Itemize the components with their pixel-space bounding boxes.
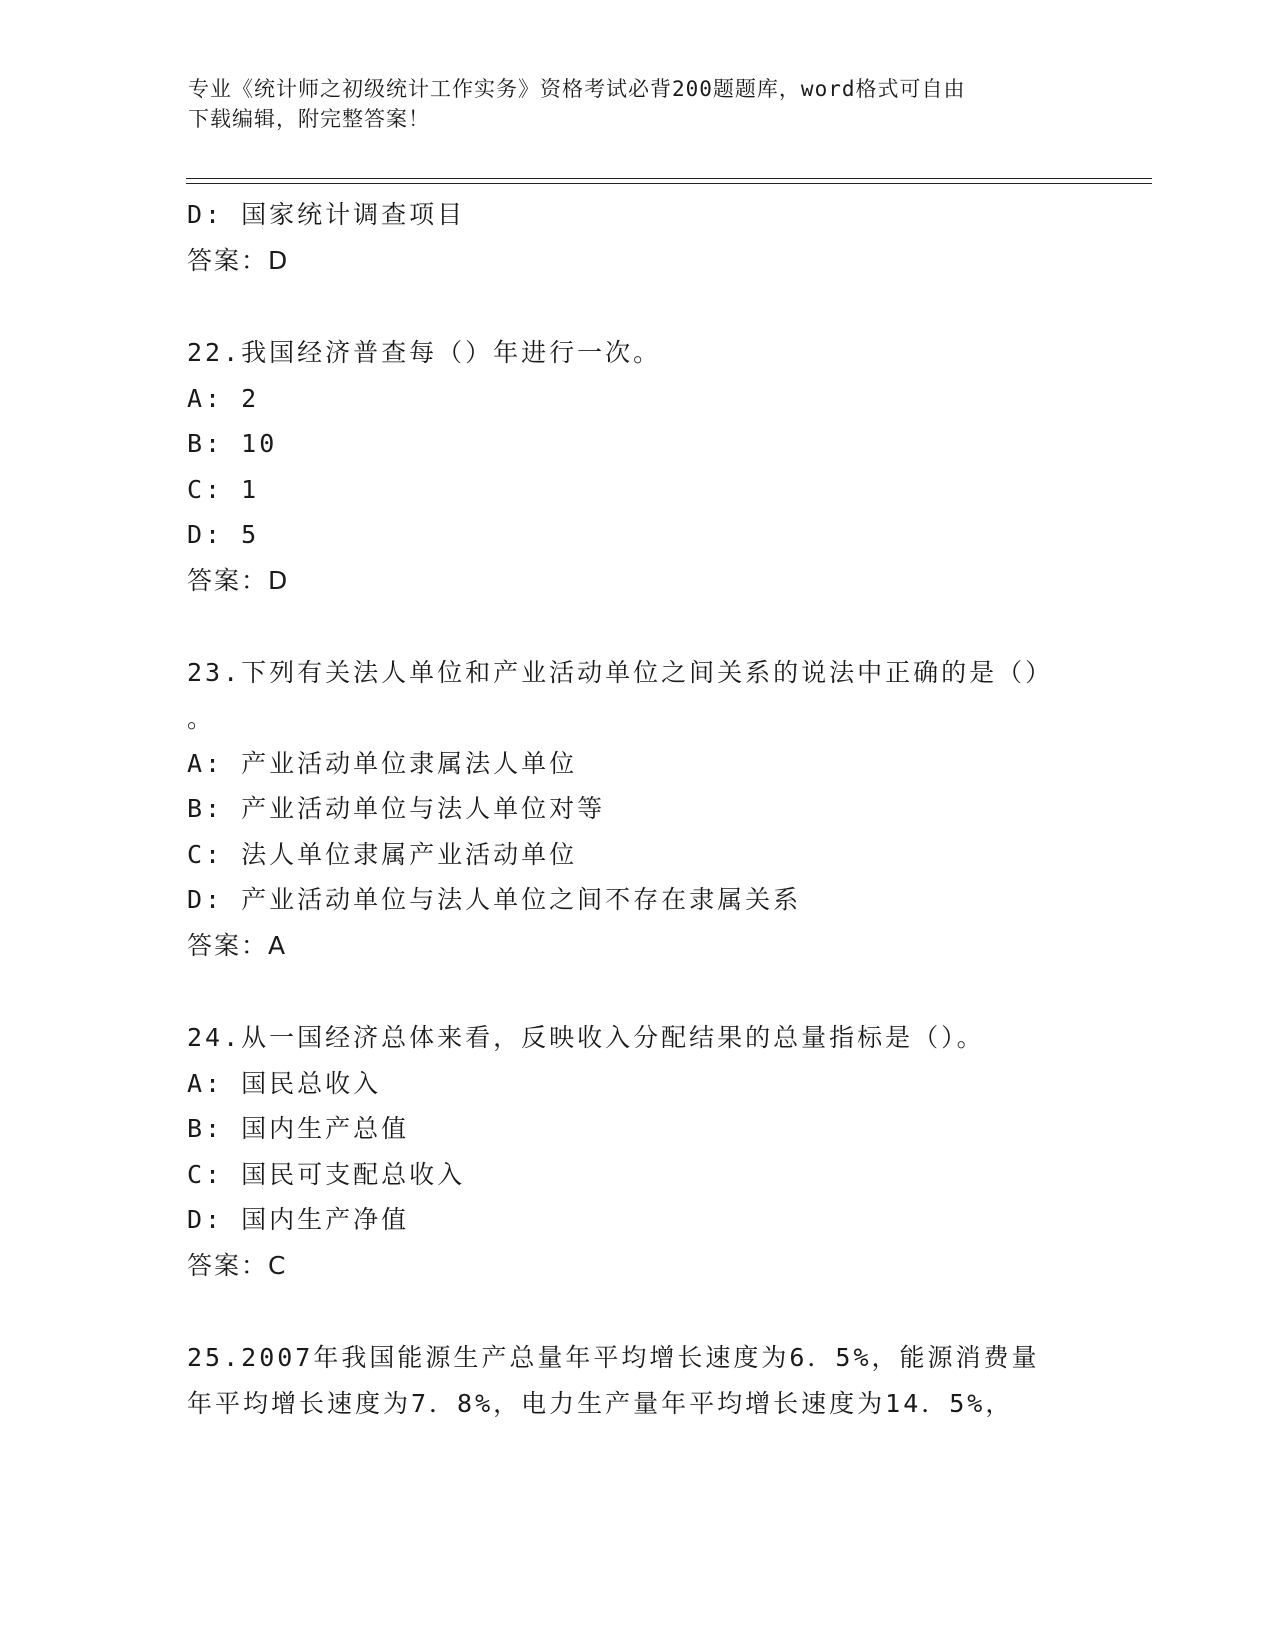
option-a: A: 产业活动单位隶属法人单位 bbox=[187, 748, 578, 778]
question-stem: 22.我国经济普查每（）年进行一次。 bbox=[187, 338, 662, 367]
header-line-2: 下载编辑，附完整答案！ bbox=[188, 107, 430, 131]
question-21 bbox=[187, 192, 1067, 283]
option-d: D: 国家统计调查项目 bbox=[187, 200, 466, 229]
document-header bbox=[188, 74, 1068, 134]
option-a: A: 2 bbox=[187, 383, 260, 413]
question-stem: 24.从一国经济总体来看，反映收入分配结果的总量指标是（）。 bbox=[187, 1023, 985, 1052]
question-list bbox=[187, 192, 1067, 1426]
answer-line: 答案：D bbox=[187, 565, 290, 595]
option-d: D: 5 bbox=[187, 520, 260, 549]
option-a: A: 国民总收入 bbox=[187, 1068, 382, 1098]
option-b: B: 产业活动单位与法人单位对等 bbox=[187, 794, 606, 823]
question-24 bbox=[187, 1015, 1067, 1288]
question-stem-continuation: 年平均增长速度为7．8%，电力生产量年平均增长速度为14．5%， bbox=[187, 1388, 1014, 1418]
question-22 bbox=[187, 330, 1067, 603]
answer-line: 答案：D bbox=[187, 245, 290, 275]
option-c: C: 法人单位隶属产业活动单位 bbox=[187, 839, 578, 869]
answer-line: 答案：C bbox=[187, 1250, 288, 1280]
option-c: C: 1 bbox=[187, 474, 260, 504]
header-line-1: 专业《统计师之初级统计工作实务》资格考试必背200题题库，word格式可自由 bbox=[188, 77, 966, 101]
option-d: D: 产业活动单位与法人单位之间不存在隶属关系 bbox=[187, 885, 802, 914]
question-23 bbox=[187, 650, 1067, 968]
spacer bbox=[187, 283, 1067, 330]
header-divider-bottom bbox=[186, 183, 1152, 184]
spacer bbox=[187, 968, 1067, 1015]
option-b: B: 国内生产总值 bbox=[187, 1114, 410, 1143]
spacer bbox=[187, 603, 1067, 650]
option-d: D: 国内生产净值 bbox=[187, 1205, 410, 1234]
question-25 bbox=[187, 1335, 1067, 1426]
spacer bbox=[187, 1288, 1067, 1335]
header-divider-top bbox=[186, 178, 1152, 179]
option-c: C: 国民可支配总收入 bbox=[187, 1159, 466, 1189]
answer-line: 答案：A bbox=[187, 930, 288, 960]
question-stem: 25.2007年我国能源生产总量年平均增长速度为6．5%，能源消费量 bbox=[187, 1343, 1040, 1372]
question-stem: 23.下列有关法人单位和产业活动单位之间关系的说法中正确的是（） bbox=[187, 658, 1054, 687]
option-b: B: 10 bbox=[187, 429, 278, 458]
question-stem-continuation: 。 bbox=[187, 703, 216, 733]
